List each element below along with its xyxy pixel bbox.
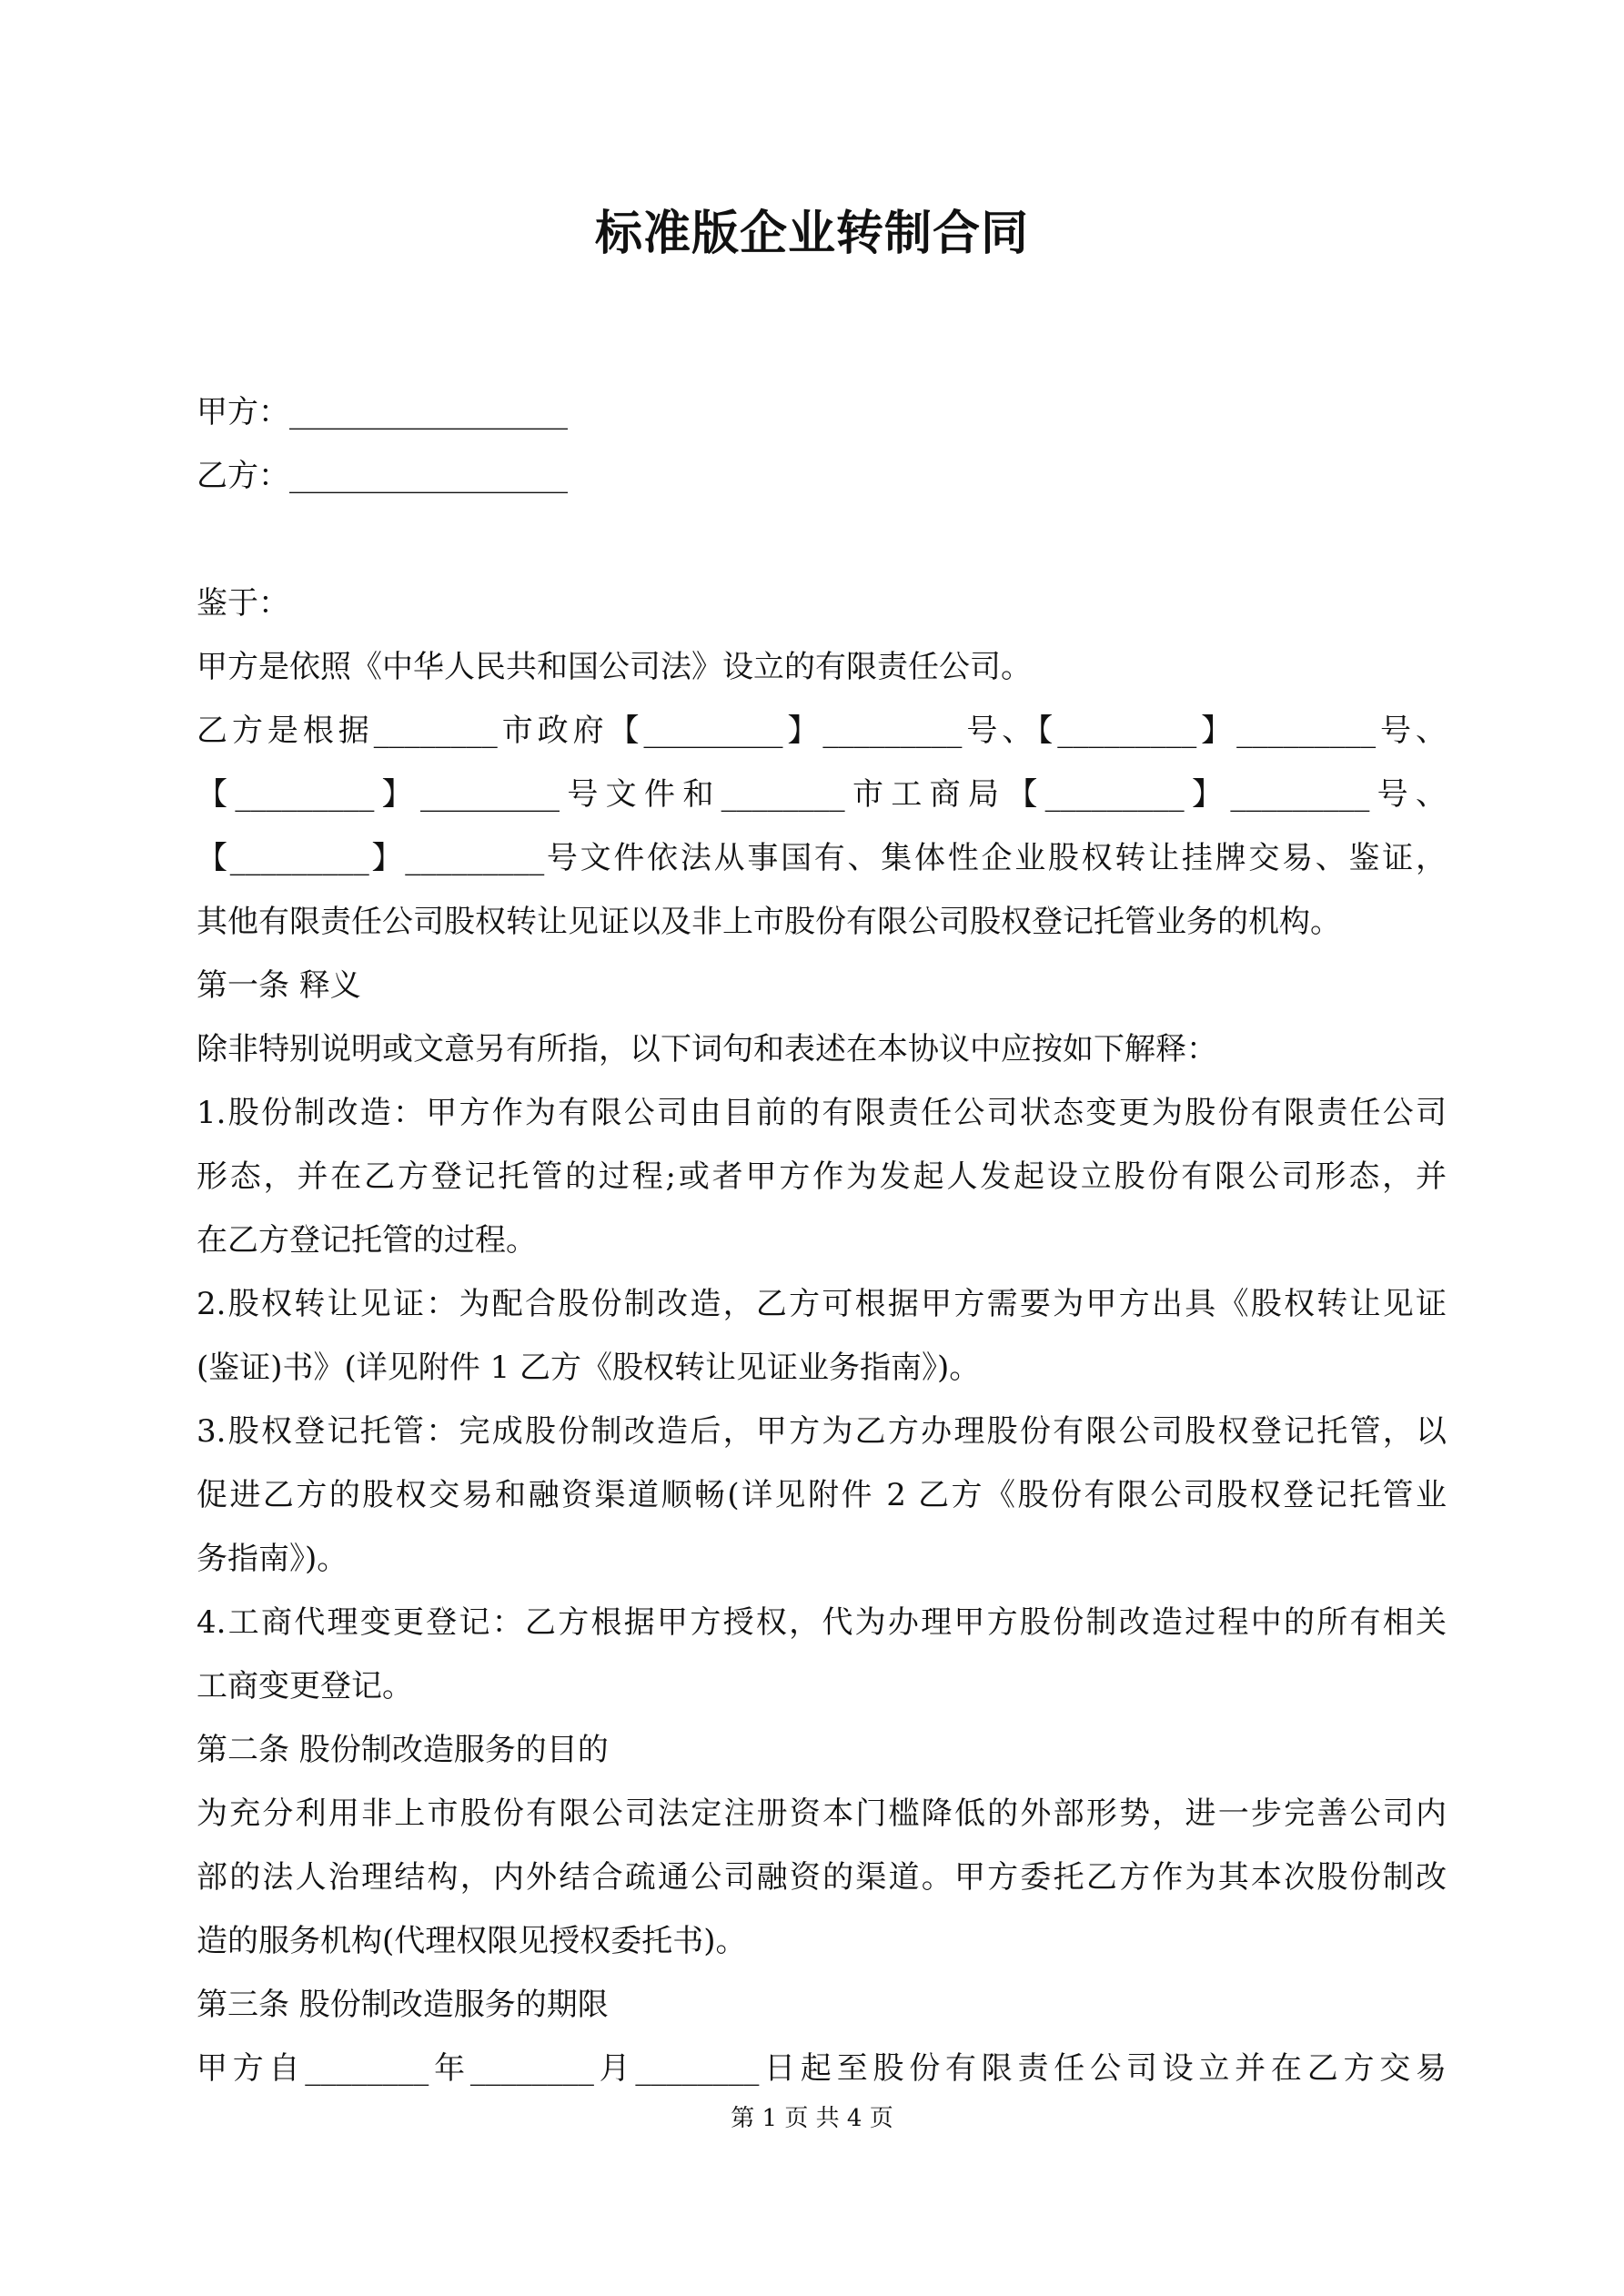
text-line: 乙方是根据________市政府【_________】_________号、【_________】_________号、 — [197, 713, 1447, 749]
text-line: 第三条 股份制改造服务的期限 — [197, 1987, 609, 2023]
text-line: 4.工商代理变更登记：乙方根据甲方授权，代为办理甲方股份制改造过程中的所有相关 — [197, 1604, 1447, 1641]
page-footer: 第 1 页 共 4 页 — [731, 2105, 893, 2132]
text-line: 务指南》)。 — [197, 1541, 348, 1577]
text-line: 甲方是依照《中华人民共和国公司法》设立的有限责任公司。 — [197, 649, 1032, 685]
text-line: 为充分利用非上市股份有限公司法定注册资本门槛降低的外部形势，进一步完善公司内 — [197, 1795, 1447, 1832]
text-line: 在乙方登记托管的过程。 — [197, 1222, 537, 1259]
text-line: 【_________】_________号文件和________市工商局【_________】_________号、 — [197, 776, 1447, 813]
text-line: 其他有限责任公司股权转让见证以及非上市股份有限公司股权登记托管业务的机构。 — [197, 904, 1341, 940]
text-line: 3.股权登记托管：完成股份制改造后，甲方为乙方办理股份有限公司股权登记托管，以 — [197, 1413, 1447, 1450]
text-line: 2.股权转让见证：为配合股份制改造，乙方可根据甲方需要为甲方出具《股权转让见证 — [197, 1286, 1447, 1322]
text-line: 鉴于： — [197, 585, 289, 622]
text-line: 1.股份制改造：甲方作为有限公司由目前的有限责任公司状态变更为股份有限责任公司 — [197, 1095, 1447, 1131]
document-body — [197, 380, 1447, 2100]
text-line: (鉴证)书》(详见附件 1 乙方《股权转让见证业务指南》)。 — [197, 1350, 981, 1386]
text-line: 造的服务机构(代理权限见授权委托书)。 — [197, 1923, 747, 1959]
text-line: 乙方：__________________ — [197, 458, 568, 494]
document-title: 标准版企业转制合同 — [594, 207, 1029, 261]
text-line: 第一条 释义 — [197, 967, 361, 1004]
text-line: 除非特别说明或文意另有所指，以下词句和表述在本协议中应按如下解释： — [197, 1031, 1217, 1067]
text-line: 工商变更登记。 — [197, 1668, 413, 1704]
text-line: 部的法人治理结构，内外结合疏通公司融资的渠道。甲方委托乙方作为其本次股份制改 — [197, 1859, 1447, 1896]
text-line: 【_________】_________号文件依法从事国有、集体性企业股权转让挂牌交易、鉴证， — [197, 840, 1447, 876]
blank-line — [197, 508, 1447, 571]
text-line: 第二条 股份制改造服务的目的 — [197, 1732, 609, 1768]
text-line: 形态，并在乙方登记托管的过程;或者甲方作为发起人发起设立股份有限公司形态，并 — [197, 1158, 1447, 1195]
text-line: 甲方自________年________月________日起至股份有限责任公司设立并在乙方交易 — [197, 2050, 1447, 2087]
text-line: 促进乙方的股权交易和融资渠道顺畅(详见附件 2 乙方《股份有限公司股权登记托管业 — [197, 1477, 1447, 1513]
text-line: 甲方：__________________ — [197, 394, 568, 430]
